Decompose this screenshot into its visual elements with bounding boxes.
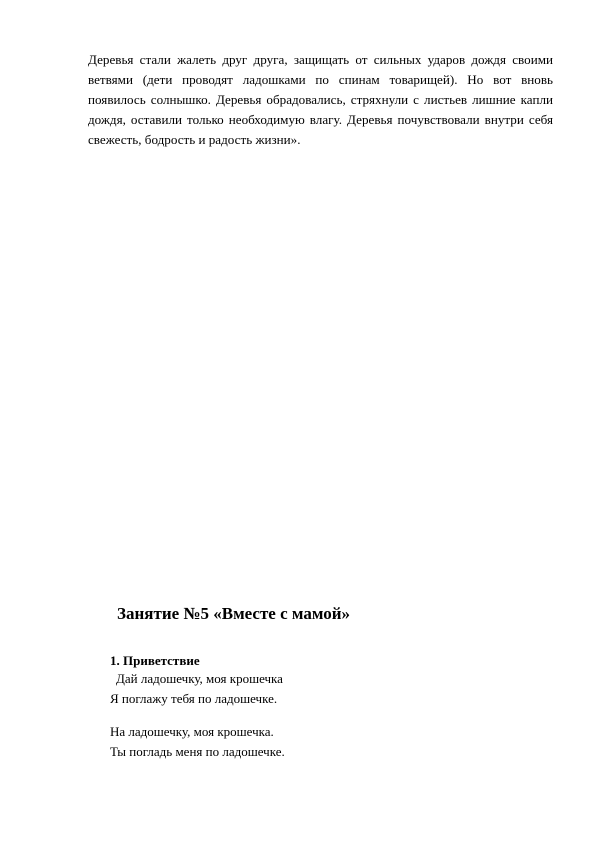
verse-1-line-2: Я поглажу тебя по ладошечке.: [110, 691, 278, 706]
verse-1: [110, 669, 283, 709]
verse-2-line-2: Ты погладь меня по ладошечке.: [110, 744, 285, 759]
verse-2-line-1: На ладошечку, моя крошечка.: [110, 724, 274, 739]
lesson-title: Занятие №5 «Вместе с мамой»: [117, 604, 351, 623]
section-heading: 1. Приветствие: [110, 653, 200, 668]
verse-2: [110, 722, 285, 762]
verse-1-line-1: Дай ладошечку, моя крошечка: [116, 671, 283, 686]
intro-paragraph: Деревья стали жалеть друг друга, защищать от сильных ударов дождя своими ветвями (дети проводят ладошками по спинам товарищей). Но вот вновь появилось солнышко. Деревья обрадовались, стряхнули с листьев лишние капли дождя, оставили только необходимую влагу. Деревья почувствовали внутри себя свежесть, бодрость и радость жизни».: [88, 52, 553, 147]
